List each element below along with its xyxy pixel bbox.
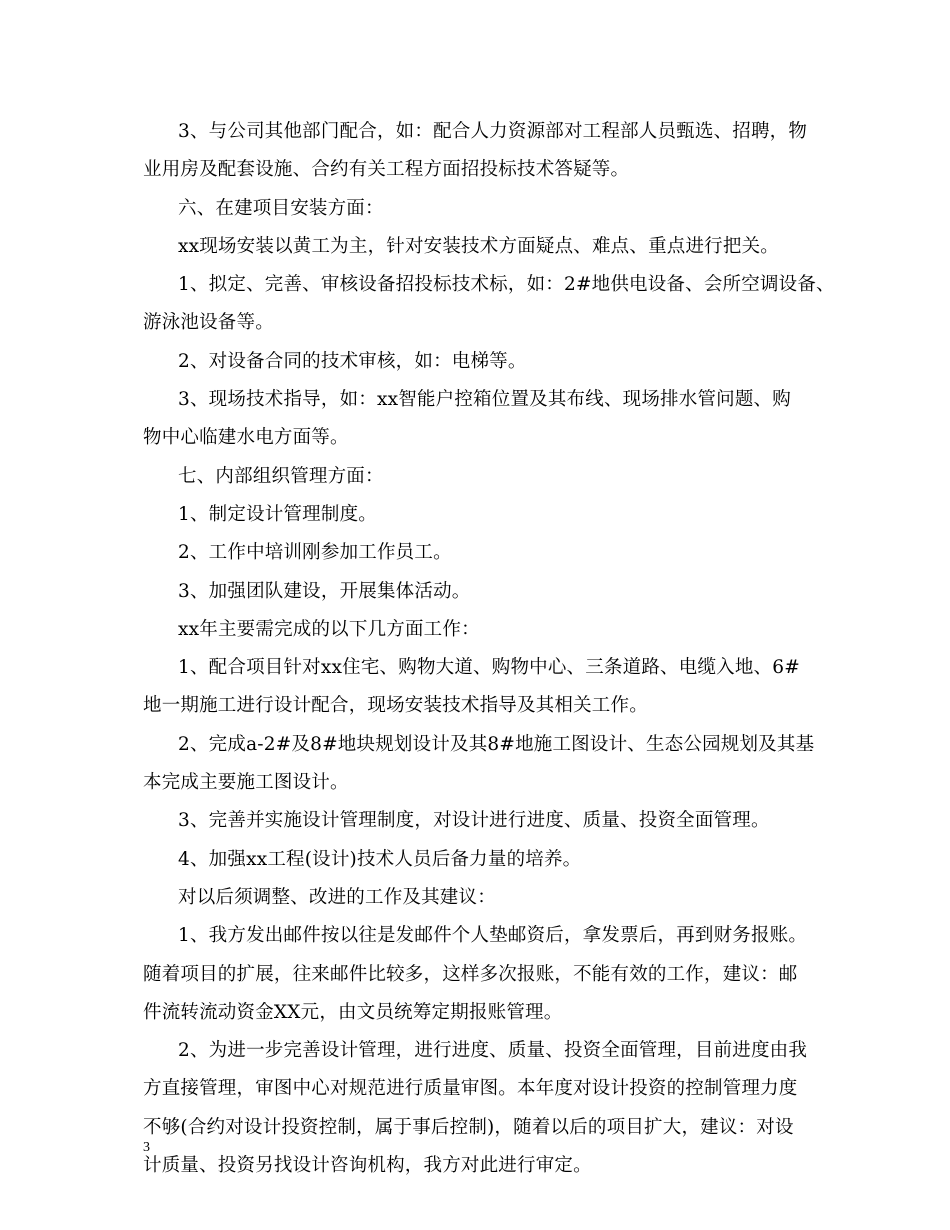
text-line: 3、与公司其他部门配合，如：配合人力资源部对工程部人员甄选、招聘，物 [178, 121, 808, 142]
text-line: 2、完成a-2#及8#地块规划设计及其8#地施工图设计、生态公园规划及其基 [178, 733, 815, 755]
text-line: 不够(合约对设计投资控制，属于事后控制)，随着以后的项目扩大，建议：对设 [143, 1116, 794, 1138]
text-line: xx现场安装以黄工为主，针对安装技术方面疑点、难点、重点进行把关。 [178, 235, 779, 257]
text-line: 本完成主要施工图设计。 [143, 772, 349, 794]
text-line: 2、为进一步完善设计管理，进行进度、质量、投资全面管理，目前进度由我 [178, 1040, 808, 1062]
text-line: 3、完善并实施设计管理制度，对设计进行进度、质量、投资全面管理。 [178, 810, 770, 832]
text-line: 物中心临建水电方面等。 [143, 427, 349, 449]
text-line: 随着项目的扩展，往来邮件比较多，这样多次报账，不能有效的工作，建议：邮 [143, 963, 798, 985]
text-line: 4、加强xx工程(设计)技术人员后备力量的培养。 [178, 848, 582, 870]
page-number: 3 [143, 1140, 150, 1155]
text-line: 件流转流动资金XX元，由文员统筹定期报账管理。 [143, 1001, 563, 1023]
text-line: 1、配合项目针对xx住宅、购物大道、购物中心、三条道路、电缆入地、6# [178, 657, 800, 679]
text-line: 游泳池设备等。 [143, 312, 274, 334]
text-line: xx年主要需完成的以下几方面工作： [178, 618, 480, 640]
text-line: 2、工作中培训刚参加工作员工。 [178, 542, 452, 564]
text-line: 计质量、投资另找设计咨询机构，我方对此进行审定。 [143, 1155, 592, 1177]
text-line: 七、内部组织管理方面： [178, 465, 384, 487]
text-line: 业用房及配套设施、合约有关工程方面招投标技术答疑等。 [143, 159, 630, 181]
text-line: 1、制定设计管理制度。 [178, 503, 377, 525]
text-line: 3、加强团队建设，开展集体活动。 [178, 580, 471, 602]
text-line: 方直接管理，审图中心对规范进行质量审图。本年度对设计投资的控制管理力度 [143, 1078, 798, 1100]
text-line: 对以后须调整、改进的工作及其建议： [178, 886, 496, 908]
text-line: 1、我方发出邮件按以往是发邮件个人垫邮资后，拿发票后，再到财务报账。 [178, 925, 808, 947]
text-line: 1、拟定、完善、审核设备招投标技术标，如：2#地供电设备、会所空调设备、 [178, 274, 835, 296]
text-line: 六、在建项目安装方面： [178, 197, 384, 219]
text-line: 地一期施工进行设计配合，现场安装技术指导及其相关工作。 [143, 695, 648, 717]
body-text [143, 118, 835, 1190]
text-line: 2、对设备合同的技术审核，如：电梯等。 [178, 350, 527, 372]
text-line: 3、现场技术指导，如：xx智能户控箱位置及其布线、现场排水管问题、购 [178, 389, 791, 411]
